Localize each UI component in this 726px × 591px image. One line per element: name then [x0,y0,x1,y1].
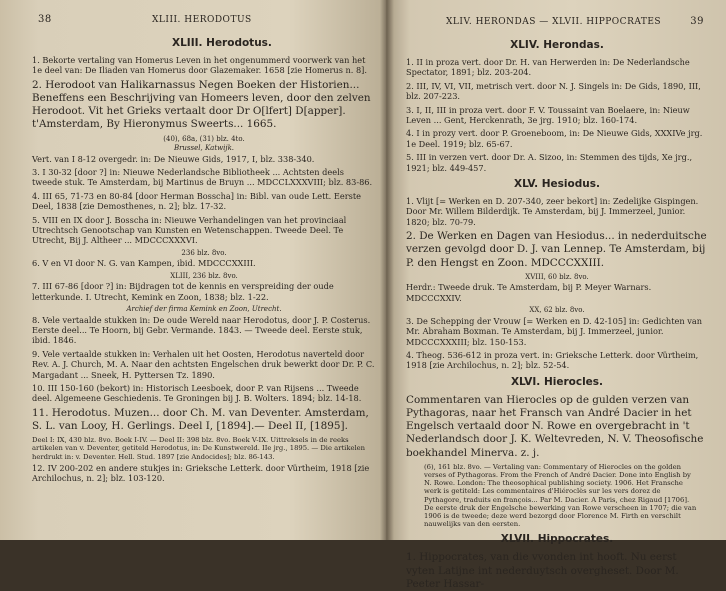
section-title: XLVI. Hierocles. [510,375,604,388]
running-head-right [406,16,708,34]
bibliography-entry: 236 blz. 8vo. [181,248,227,257]
bibliography-entry: 11. Herodotus. Muzen... door Ch. M. van Deventer. Amsterdam, S. L. van Looy, H. Gerlings. Deel I, [1894].— Deel II, [1895]. [32,406,369,433]
bibliography-entry: 4. I in prozy vert. door P. Groeneboom, in: De Nieuwe Gids, XXXIVe jrg. 1e Deel. 1919; blz. 65-67. [406,128,703,149]
bibliography-entry: 12. IV 200-202 en andere stukjes in: Grieksche Letterk. door Vürtheim, 1918 [zie Archilochus, n. 2]; blz. 103-120. [32,462,370,484]
bibliography-entry: 3. De Schepping der Vrouw [= Werken en D. 42-105] in: Gedichten van Mr. Abraham Boxman. Te Amsterdam, bij J. Immerzeel, junior. MDCCCXXXIII; blz. 150-153. [406,315,702,347]
bibliography-entry: XX, 62 blz. 8vo. [529,306,585,315]
bibliography-entry: 6. V en VI door N. G. van Kampen, ibid. MDCCCXXIII. [32,258,256,269]
section-title-herodotus: XLIII. Herodotus. [172,37,272,49]
bibliography-entry: 4. III 65, 71-73 en 80-84 [door Herman Bosscha] in: Bibl. van oude Lett. Eerste Deel, 1838 [zie Demosthenes, n. 2]; blz. 17-32. [32,190,361,212]
bibliography-entry: Vert. van I 8-12 overgedr. in: De Nieuwe Gids, 1917, I, blz. 338-340. [32,153,315,164]
bibliography-entry: 5. VIII en IX door J. Bosscha in: Nieuwe Verhandelingen van het provinciaal Utrechtsch Genootschap van Kunsten en Wetenschappen. Tweede Deel. Te Utrecht, Bij J. Altheer ... MDCCCXXXVI. [32,214,347,246]
bibliography-entry: 7. III 67-86 [door ?] in: Bijdragen tot de kennis en verspreiding der oude letterkunde. I. Utrecht, Kemink en Zoon, 1838; blz. 1-22. [32,281,334,302]
bibliography-entry: Archief der firma Kemink en Zoon, Utrecht. [126,305,282,314]
bibliography-entry: 3. I, II, III in proza vert. door F. V. Toussaint van Boelaere, in: Nieuw Leven ... Gent, Herckenrath, 3e jrg. 1910; blz. 160-174. [406,104,690,126]
section-title: XLVII. Hippocrates. [500,533,614,546]
bibliography-entry: 3. I 30-32 [door ?] in: Nieuwe Nederlandsche Bibliotheek ... Achtsten deels tweede stuk. Te Amsterdam, bij Martinus de Bruyn ... MDCCLXXXVIII; blz. 83-86. [32,167,373,188]
right-sections [406,39,708,591]
bibliography-entry: (40), 68a, (31) blz. 4to. [163,134,245,143]
section-title: XLIV. Herondas. [510,39,604,51]
bibliography-entry: Brussel, Katwijk. [173,144,235,153]
bibliography-entry: 10. III 150-160 (bekort) in: Historisch Leesboek, door P. van Rijsens ... Tweede deel. Algemeene Geschiedenis. Te Groningen bij J. B. Wolters. 1894; blz. 14-18. [32,383,362,404]
right-page [386,0,726,590]
bibliography-entry: Commentaren van Hierocles op de gulden verzen van Pythagoras, naar het Fransch van André Dacier in het Engelsch vertaald door N. Rowe en overgebracht in 't Nederlandsch door J. K. Weltevreden, N. V. Theosofische boekhandel Minerva. z. j. [406,393,704,459]
book-gutter [380,0,394,540]
bibliography-entry: 4. Theog. 536-612 in proza vert. in: Grieksche Letterk. door Vürtheim, 1918 [zie Archilochus, n. 2]; blz. 52-54. [406,349,699,371]
bibliography-entry: Deel I: IX, 430 blz. 8vo. Boek I-IV. — Deel II: 398 blz. 8vo. Boek V-IX. Uittreksels in de reeks artikelen van v. Deventer, getiteld Herodotus, in: De Kunstwereld. IIe jrg., 1895. — Die artikelen herdrukt in: v. Deventer. Hell. Stud. 1897 [zie Andocides]; blz. 86-143. [32,436,366,461]
bibliography-entry: 1. Bekorte vertaling van Homerus Leven in het ongenummerd voorwerk van het 1e deel van: De Iliaden van Homerus door Glazemaker. 1658 [zie Homerus n. 8]. [32,55,367,76]
section-title: XLV. Hesiodus. [514,178,600,191]
running-head-left [32,14,376,32]
running-title-left: XLIII. HERODOTUS [152,15,252,25]
running-title-right: XLIV. HERONDAS — XLVII. HIPPOCRATES [446,17,662,27]
bibliography-entry: 9. Vele vertaalde stukken in: Verhalen uit het Oosten, Herodotus naverteld door Rev. A. J. Church, M. A. Naar den achtsten Engelschen druk bewerkt door Dr. P. C. Margadant ... Sneek, H. Pyttersen Tz. 1890. [32,348,375,380]
bibliography-entry: 1. Vlijt [= Werken en D. 207-340, zeer bekort] in: Zedelijke Gispingen. Door Mr. Willem Bilderdijk. Te Amsterdam, bij J. Immerzeel, Junior. 1820; blz. 70-79. [406,196,699,227]
bibliography-entry: (6), 161 blz. 8vo. — Vertaling van: Commentary of Hierocles on the golden verses of Pythagoras. From the French of André Dacier. Done into English by N. Rowe. London: The theosophical publishing society. 1906. Het Fransche werk is getiteld: Les commentaires d'Hiéroclès sur les vers dorez de Pythagore, traduits en françois... Par M. Dacier. A Paris, chez Rigaud [1706]. De eerste druk der Engelsche bewerking van Rowe verscheen in 1707; die van 1906 is de tweede; deze werd bezorgd door Florence M. Firth en verschilt nauwelijks van den eersten. [424,462,697,529]
bibliography-entry: XVIII, 60 blz. 8vo. [525,272,589,281]
bibliography-entry: 2. De Werken en Dagen van Hesiodus... in nederduitsche verzen gevolgd door D. J. van Lennep. Te Amsterdam, bij P. den Hengst en Zoon. MDCCCXXIII. [406,230,707,269]
bibliography-entry: 2. Herodoot van Halikarnassus Negen Boeken der Historien... Beneffens een Beschrijving van Homeers leven, door den zelven Herodoot. Vit het Grieks vertaalt door Dr O[lfert] D[apper]. t'Amsterdam, By Hieronymus Sweerts... 1665. [32,78,371,131]
bibliography-entry: Herdr.: Tweede druk. Te Amsterdam, bij P. Meyer Warnars. MDCCCXXIV. [406,282,652,303]
bibliography-entry: 2. III, IV, VI, VII, metrisch vert. door N. J. Singels in: De Gids, 1890, III, blz. 207-223. [406,80,701,102]
page-number-left: 38 [38,14,52,25]
page-number-right: 39 [690,16,704,27]
bibliography-entry: 1. II in proza vert. door Dr. H. van Herwerden in: De Nederlandsche Spectator, 1891; blz. 203-204. [406,57,690,78]
left-page [0,0,386,540]
bibliography-entry: 8. Vele vertaalde stukken in: De oude Wereld naar Herodotus, door J. P. Costerus. Eerste deel... Te Hoorn, bij Gebr. Vermande. 1843. — Tweede deel. Eerste stuk, ibid. 1846. [32,314,371,346]
bibliography-entry: 1. Hippocrates, van die vvonden int hooft. Nu eerst vyten Latijne int nederduytsch overgheset. Door M. Peeter Hassar- [406,551,679,590]
bibliography-entry: 5. III in verzen vert. door Dr. A. Sizoo, in: Stemmen des tijds, Xe jrg., 1921; blz. 449-457. [406,152,693,173]
herodotus-entries [32,55,376,484]
bibliography-entry: XLIII, 236 blz. 8vo. [170,271,238,280]
